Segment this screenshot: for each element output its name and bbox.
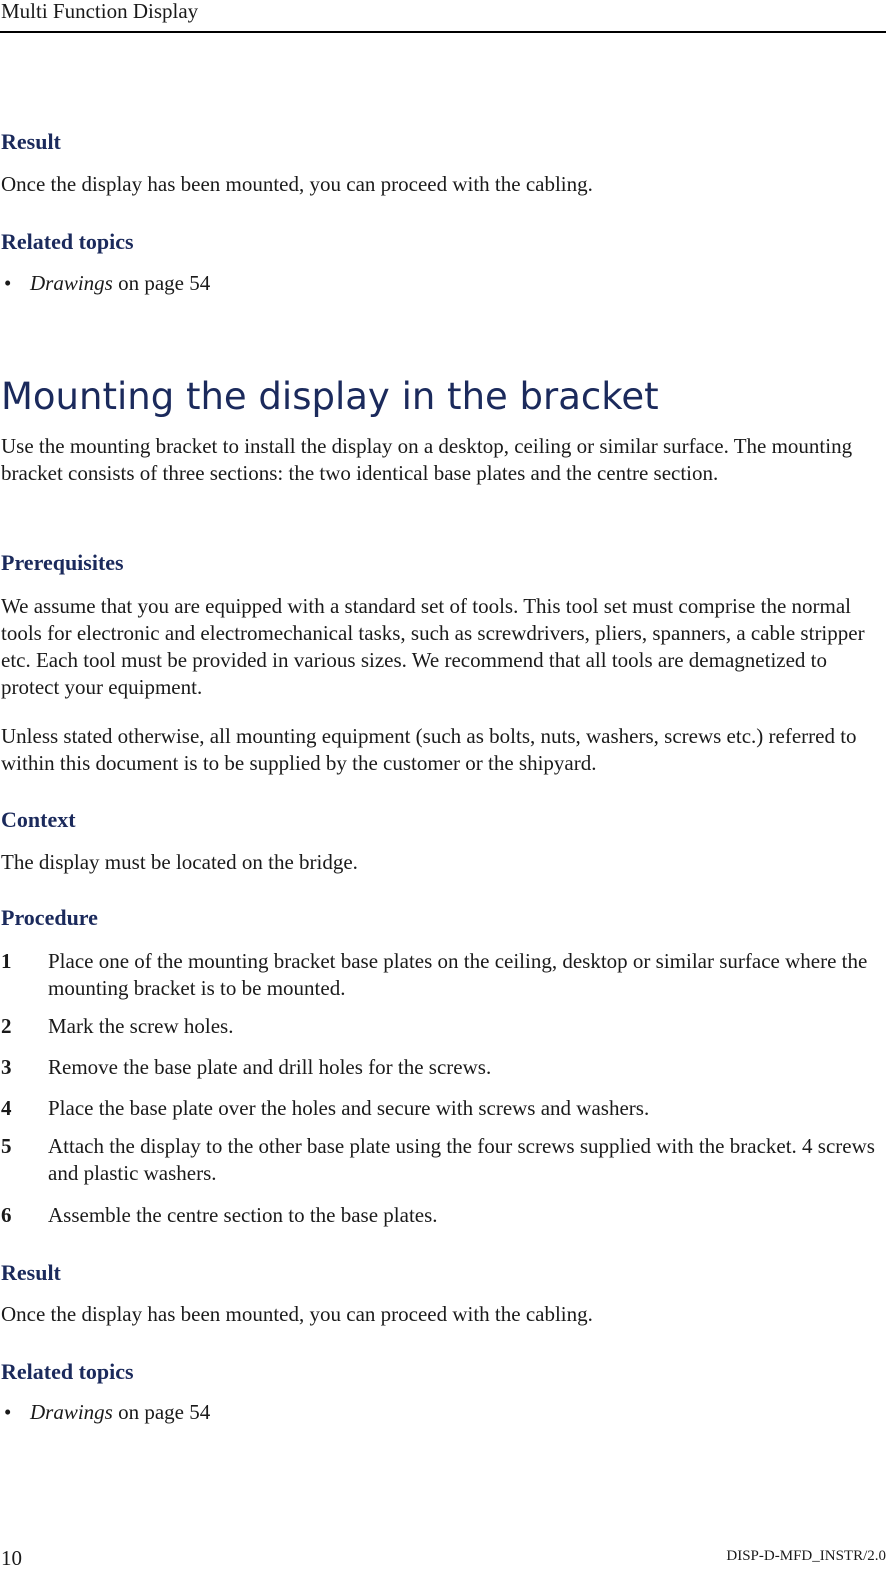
- step-text: Assemble the centre section to the base plates.: [48, 1203, 438, 1227]
- drawings-link-1[interactable]: Drawings: [30, 271, 113, 295]
- procedure-step: [1, 1095, 881, 1122]
- section-title: Mounting the display in the bracket: [1, 375, 659, 418]
- step-number: 3: [1, 1055, 12, 1079]
- procedure-heading: Procedure: [1, 905, 98, 930]
- related-topics-heading-2: Related topics: [1, 1359, 134, 1384]
- related-topic-page-ref-2: on page 54: [112, 1400, 211, 1424]
- step-number: 6: [1, 1203, 12, 1227]
- result-text-2: Once the display has been mounted, you can proceed with the cabling.: [1, 1302, 593, 1326]
- drawings-link-2[interactable]: Drawings: [30, 1400, 113, 1424]
- procedure-step: [1, 948, 881, 1002]
- bullet-icon: •: [4, 271, 12, 295]
- prerequisites-paragraph-2: Unless stated otherwise, all mounting equipment (such as bolts, nuts, washers, screws etc.) referred to within this document is to be supplied by the customer or the shipyard.: [1, 724, 857, 775]
- header-title: Multi Function Display: [1, 0, 199, 23]
- step-number: 4: [1, 1096, 12, 1120]
- related-topics-heading-1: Related topics: [1, 229, 134, 254]
- step-number: 2: [1, 1014, 12, 1038]
- intro-paragraph: Use the mounting bracket to install the display on a desktop, ceiling or similar surface. The mounting bracket consists of three sections: the two identical base plates and the centre section.: [1, 434, 853, 485]
- result-heading-1: Result: [1, 129, 61, 154]
- step-text: Remove the base plate and drill holes for the screws.: [48, 1055, 492, 1079]
- procedure-step: [1, 1013, 881, 1040]
- context-heading: Context: [1, 807, 76, 832]
- related-topic-page-ref-1: on page 54: [112, 271, 211, 295]
- step-text: Place the base plate over the holes and secure with screws and washers.: [48, 1096, 650, 1120]
- result-heading-2: Result: [1, 1260, 61, 1285]
- procedure-step: [1, 1133, 881, 1187]
- step-text: Mark the screw holes.: [48, 1014, 234, 1038]
- page-number: 10: [1, 1546, 22, 1570]
- step-text: Attach the display to the other base plate using the four screws supplied with the bracket. 4 screws and plastic washers.: [48, 1134, 875, 1185]
- step-number: 5: [1, 1134, 12, 1158]
- result-text-1: Once the display has been mounted, you can proceed with the cabling.: [1, 172, 593, 196]
- document-id: DISP-D-MFD_INSTR/2.0: [726, 1548, 886, 1564]
- context-text: The display must be located on the bridge.: [1, 850, 358, 874]
- step-number: 1: [1, 949, 12, 973]
- prerequisites-paragraph-1: We assume that you are equipped with a standard set of tools. This tool set must comprise the normal tools for electronic and electromechanical tasks, such as screwdrivers, pliers, spanners, a cable stripper etc. Each tool must be provided in various sizes. We recommend that all tools are demagnetized to protect your equipment.: [1, 594, 865, 699]
- step-text: Place one of the mounting bracket base plates on the ceiling, desktop or similar surface where the mounting bracket is to be mounted.: [48, 949, 868, 1000]
- prerequisites-heading: Prerequisites: [1, 550, 124, 575]
- running-header: [0, 0, 886, 33]
- procedure-step: [1, 1202, 881, 1229]
- bullet-icon: •: [4, 1400, 12, 1424]
- procedure-step: [1, 1054, 881, 1081]
